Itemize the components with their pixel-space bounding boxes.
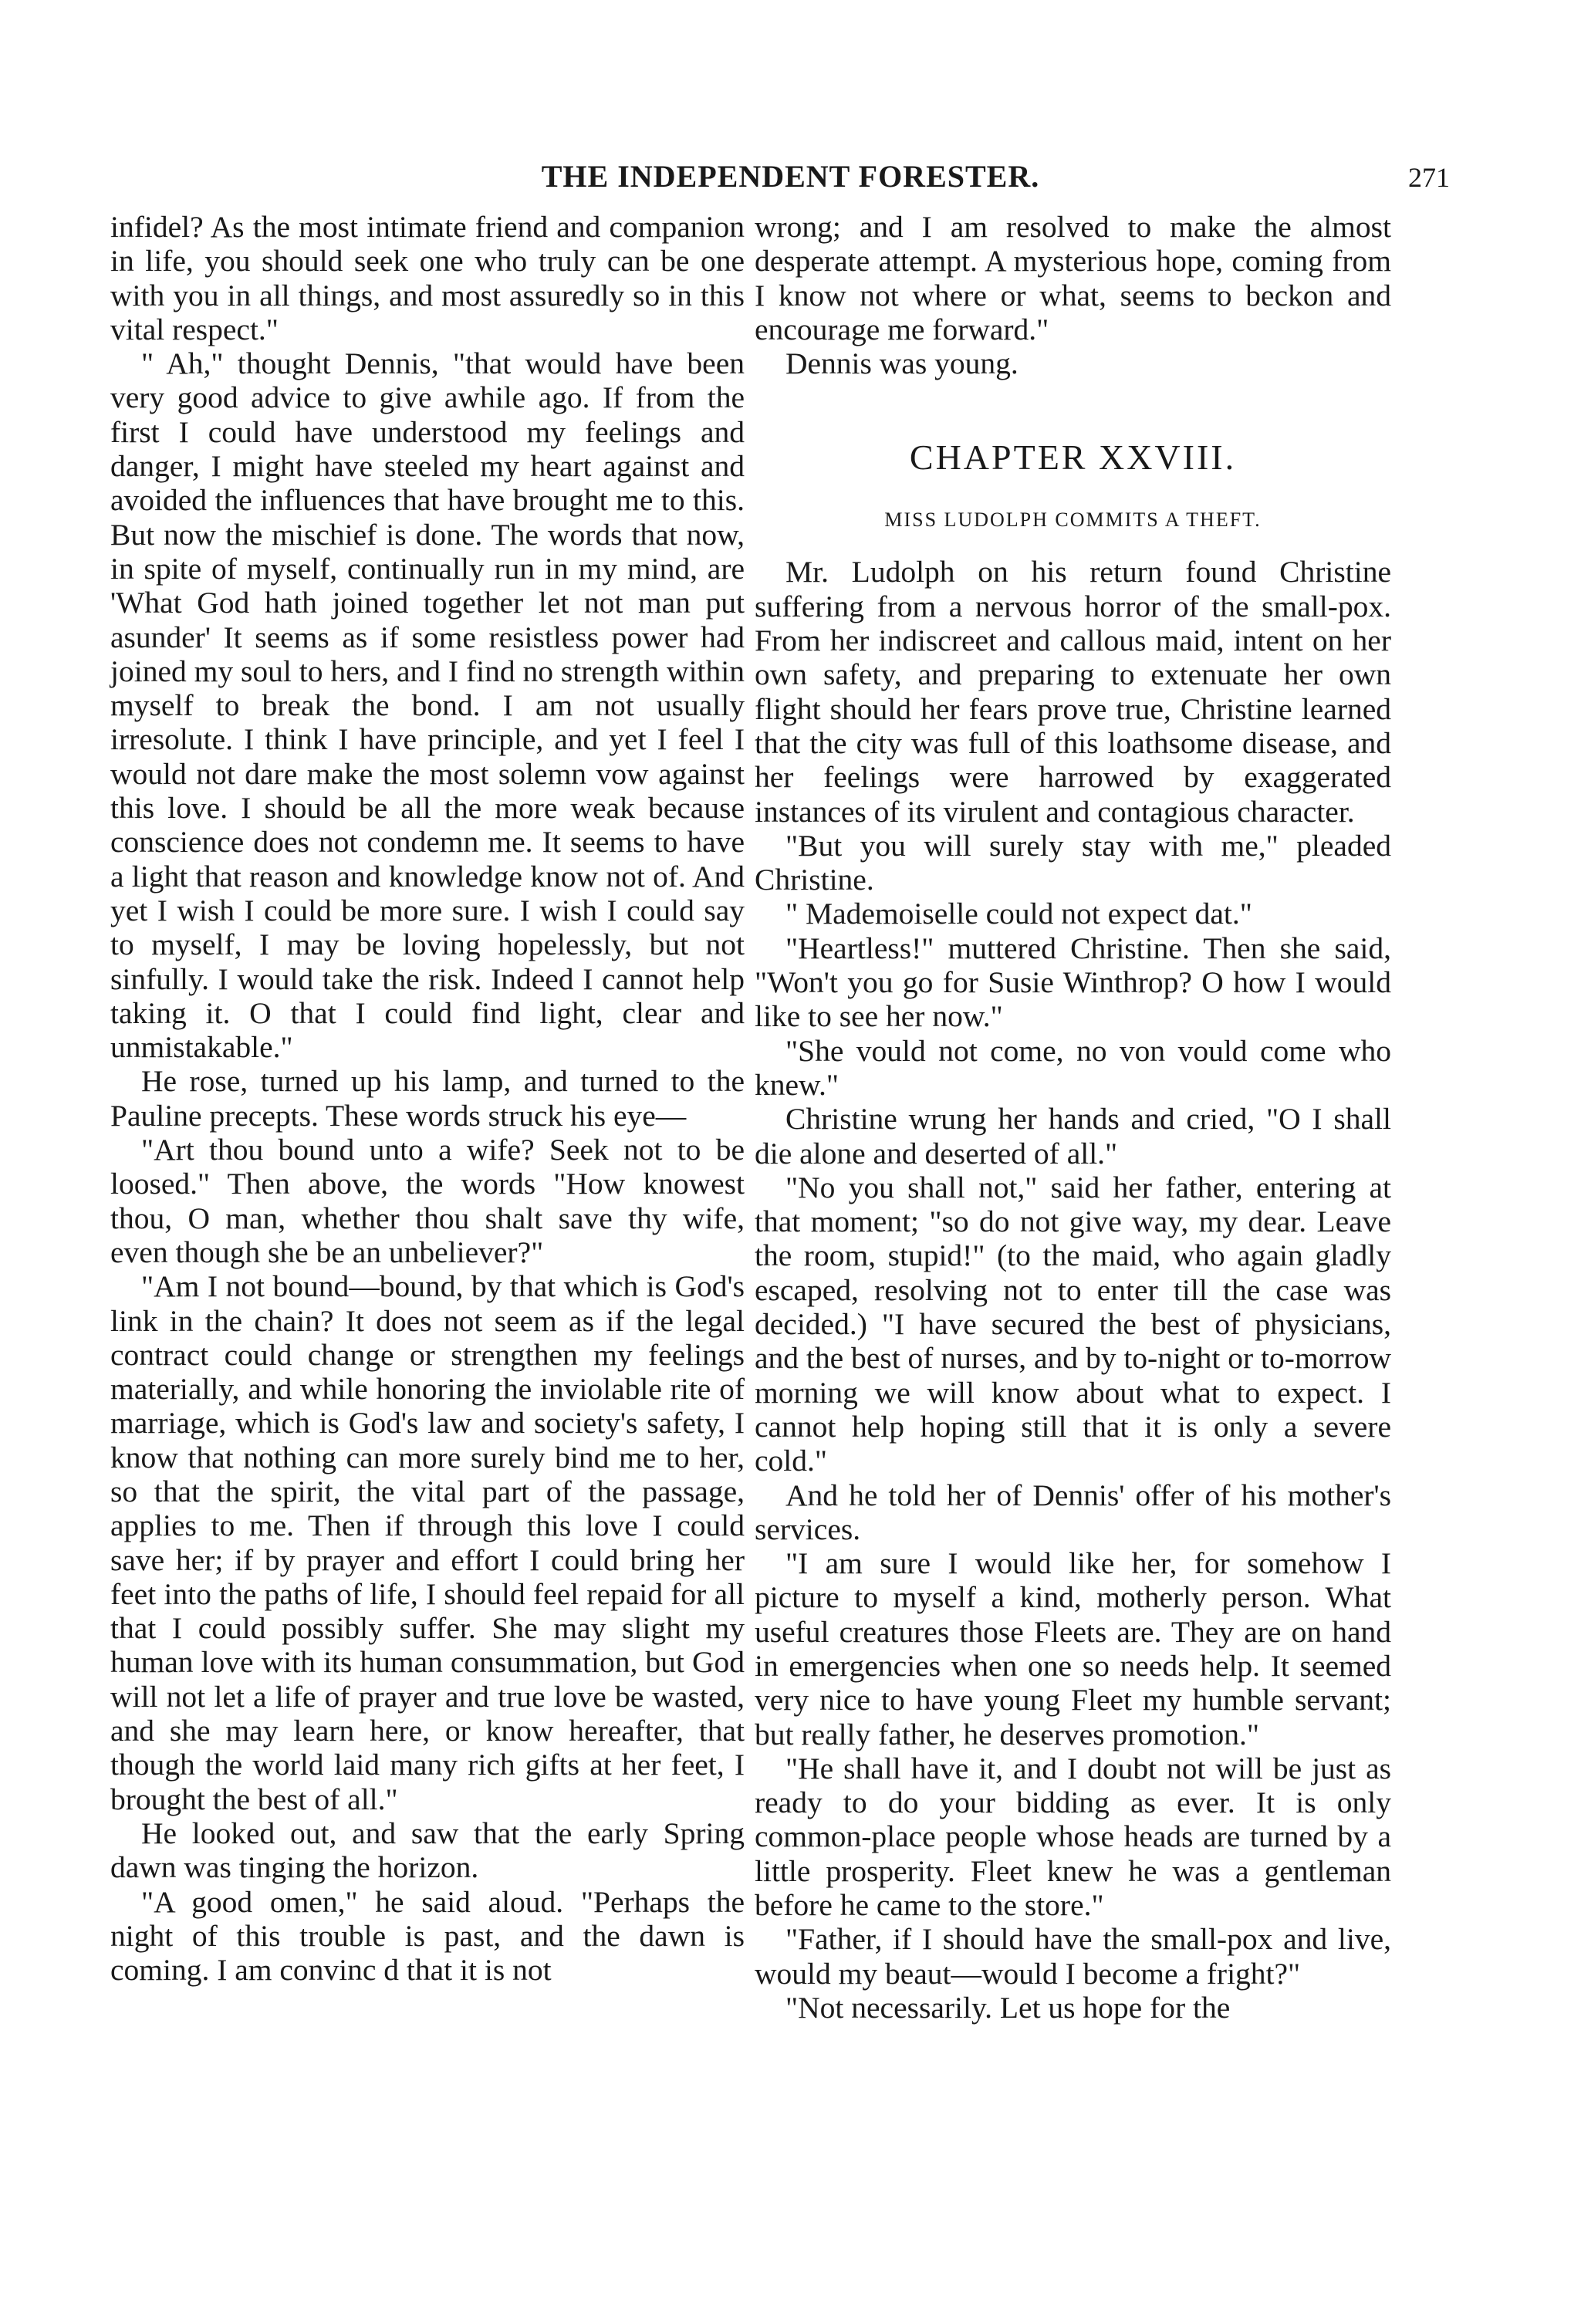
running-title: THE INDEPENDENT FORESTER. xyxy=(541,159,1040,194)
paragraph: "Not necessarily. Let us hope for the xyxy=(785,1990,1231,2025)
chapter-subtitle: MISS LUDOLPH COMMITS A THEFT. xyxy=(884,508,1262,532)
paragraph: "Am I not bound—bound, by that which is God's link in the chain? It does not seem as if the legal contract could change or strengthen my feelings materially, and while honoring the inviolable rite of marriage, which is God's law and society's safety, I know that nothing can more surely bind me to her, so that the spirit, the vital part of the passage, applies to me. Then if through this love I could save her; if by prayer and effort I could bring her feet into the paths of life, I should feel repaid for all that I could possibly suffer. She may slight my human love with its human consummation, but God will not let a life of prayer and true love be wasted, and she may learn here, or know hereafter, that though the world laid many rich gifts at her feet, I brought the best of all." xyxy=(110,1269,745,1816)
paragraph: He looked out, and saw that the early Spring dawn was tinging the horizon. xyxy=(110,1816,745,1885)
paragraph: "He shall have it, and I doubt not will be just as ready to do your bidding as ever. It is only common-place people whose heads are turned by a little prosperity. Fleet knew he was a gentleman before he came to the store." xyxy=(755,1751,1391,1923)
left-column xyxy=(110,210,745,1987)
page-header xyxy=(0,158,1581,204)
paragraph: "No you shall not," said her father, entering at that moment; "so do not give way, my dear. Leave the room, stupid!" (to the maid, who again gladly escaped, resolving not to enter till the case was decided.) "I have secured the best of physicians, and the best of nurses, and by to-night or to-morrow morning we will know about what to expect. I cannot help hoping still that it is only a severe cold." xyxy=(755,1170,1391,1478)
page-number: 271 xyxy=(1408,162,1450,193)
paragraph: infidel? As the most intimate friend and companion in life, you should seek one who truly can be one with you in all things, and most assuredly so in this vital respect." xyxy=(110,210,745,346)
paragraph: "Father, if I should have the small-pox and live, would my beaut—would I become a fright?" xyxy=(755,1922,1391,1991)
chapter-heading: CHAPTER XXVIII. xyxy=(909,437,1237,478)
paragraph: "Heartless!" muttered Christine. Then she said, "Won't you go for Susie Winthrop? O how I would like to see her now." xyxy=(755,931,1391,1034)
paragraph: "I am sure I would like her, for somehow I picture to myself a kind, motherly person. What useful creatures those Fleets are. They are on hand in emergencies when one so needs help. It seemed very nice to have young Fleet my humble servant; but really father, he deserves promotion." xyxy=(755,1546,1391,1751)
paragraph: "She vould not come, no von vould come who knew." xyxy=(755,1033,1391,1102)
paragraph: " Ah," thought Dennis, "that would have been very good advice to give awhile ago. If from the first I could have understood my feelings and danger, I might have steeled my heart against and avoided the influences that have brought me to this. But now the mischief is done. The words that now, in spite of myself, continually run in my mind, are 'What God hath joined together let not man put asunder' It seems as if some resistless power had joined my soul to hers, and I find no strength within myself to break the bond. I am not usually irresolute. I think I have principle, and yet I feel I would not dare make the most solemn vow against this love. I should be all the more weak because conscience does not condemn me. It seems to have a light that reason and knowledge know not of. And yet I wish I could be more sure. I wish I could say to myself, I may be loving hopelessly, but not sinfully. I would take the risk. Indeed I cannot help taking it. O that I could find light, clear and unmistakable." xyxy=(110,346,745,1065)
paragraph: " Mademoiselle could not expect dat." xyxy=(785,897,1252,931)
paragraph: And he told her of Dennis' offer of his mother's services. xyxy=(755,1478,1391,1546)
paragraph: Dennis was young. xyxy=(785,346,1019,381)
paragraph: Mr. Ludolph on his return found Christine suffering from a nervous horror of the small-pox. From her indiscreet and callous maid, intent on her own safety, and preparing to extenuate her own flight should her fears prove true, Christine learned that the city was full of this loathsome disease, and her feelings were harrowed by exaggerated instances of its virulent and contagious character. xyxy=(755,555,1391,829)
chapter-heading-block xyxy=(755,436,1391,532)
paragraph: Christine wrung her hands and cried, "O I shall die alone and deserted of all." xyxy=(755,1102,1391,1170)
right-column xyxy=(755,210,1391,2025)
paragraph: "But you will surely stay with me," pleaded Christine. xyxy=(755,828,1391,897)
paragraph: wrong; and I am resolved to make the almost desperate attempt. A mysterious hope, coming from I know not where or what, seems to beckon and encourage me forward." xyxy=(755,210,1391,346)
paragraph: He rose, turned up his lamp, and turned to the Pauline precepts. These words struck his eye— xyxy=(110,1064,745,1133)
paragraph: "A good omen," he said aloud. "Perhaps the night of this trouble is past, and the dawn is coming. I am convinc d that it is not xyxy=(110,1884,745,1988)
paragraph: "Art thou bound unto a wife? Seek not to be loosed." Then above, the words "How knowest thou, O man, whether thou shalt save thy wife, even though she be an unbeliever?" xyxy=(110,1133,745,1269)
